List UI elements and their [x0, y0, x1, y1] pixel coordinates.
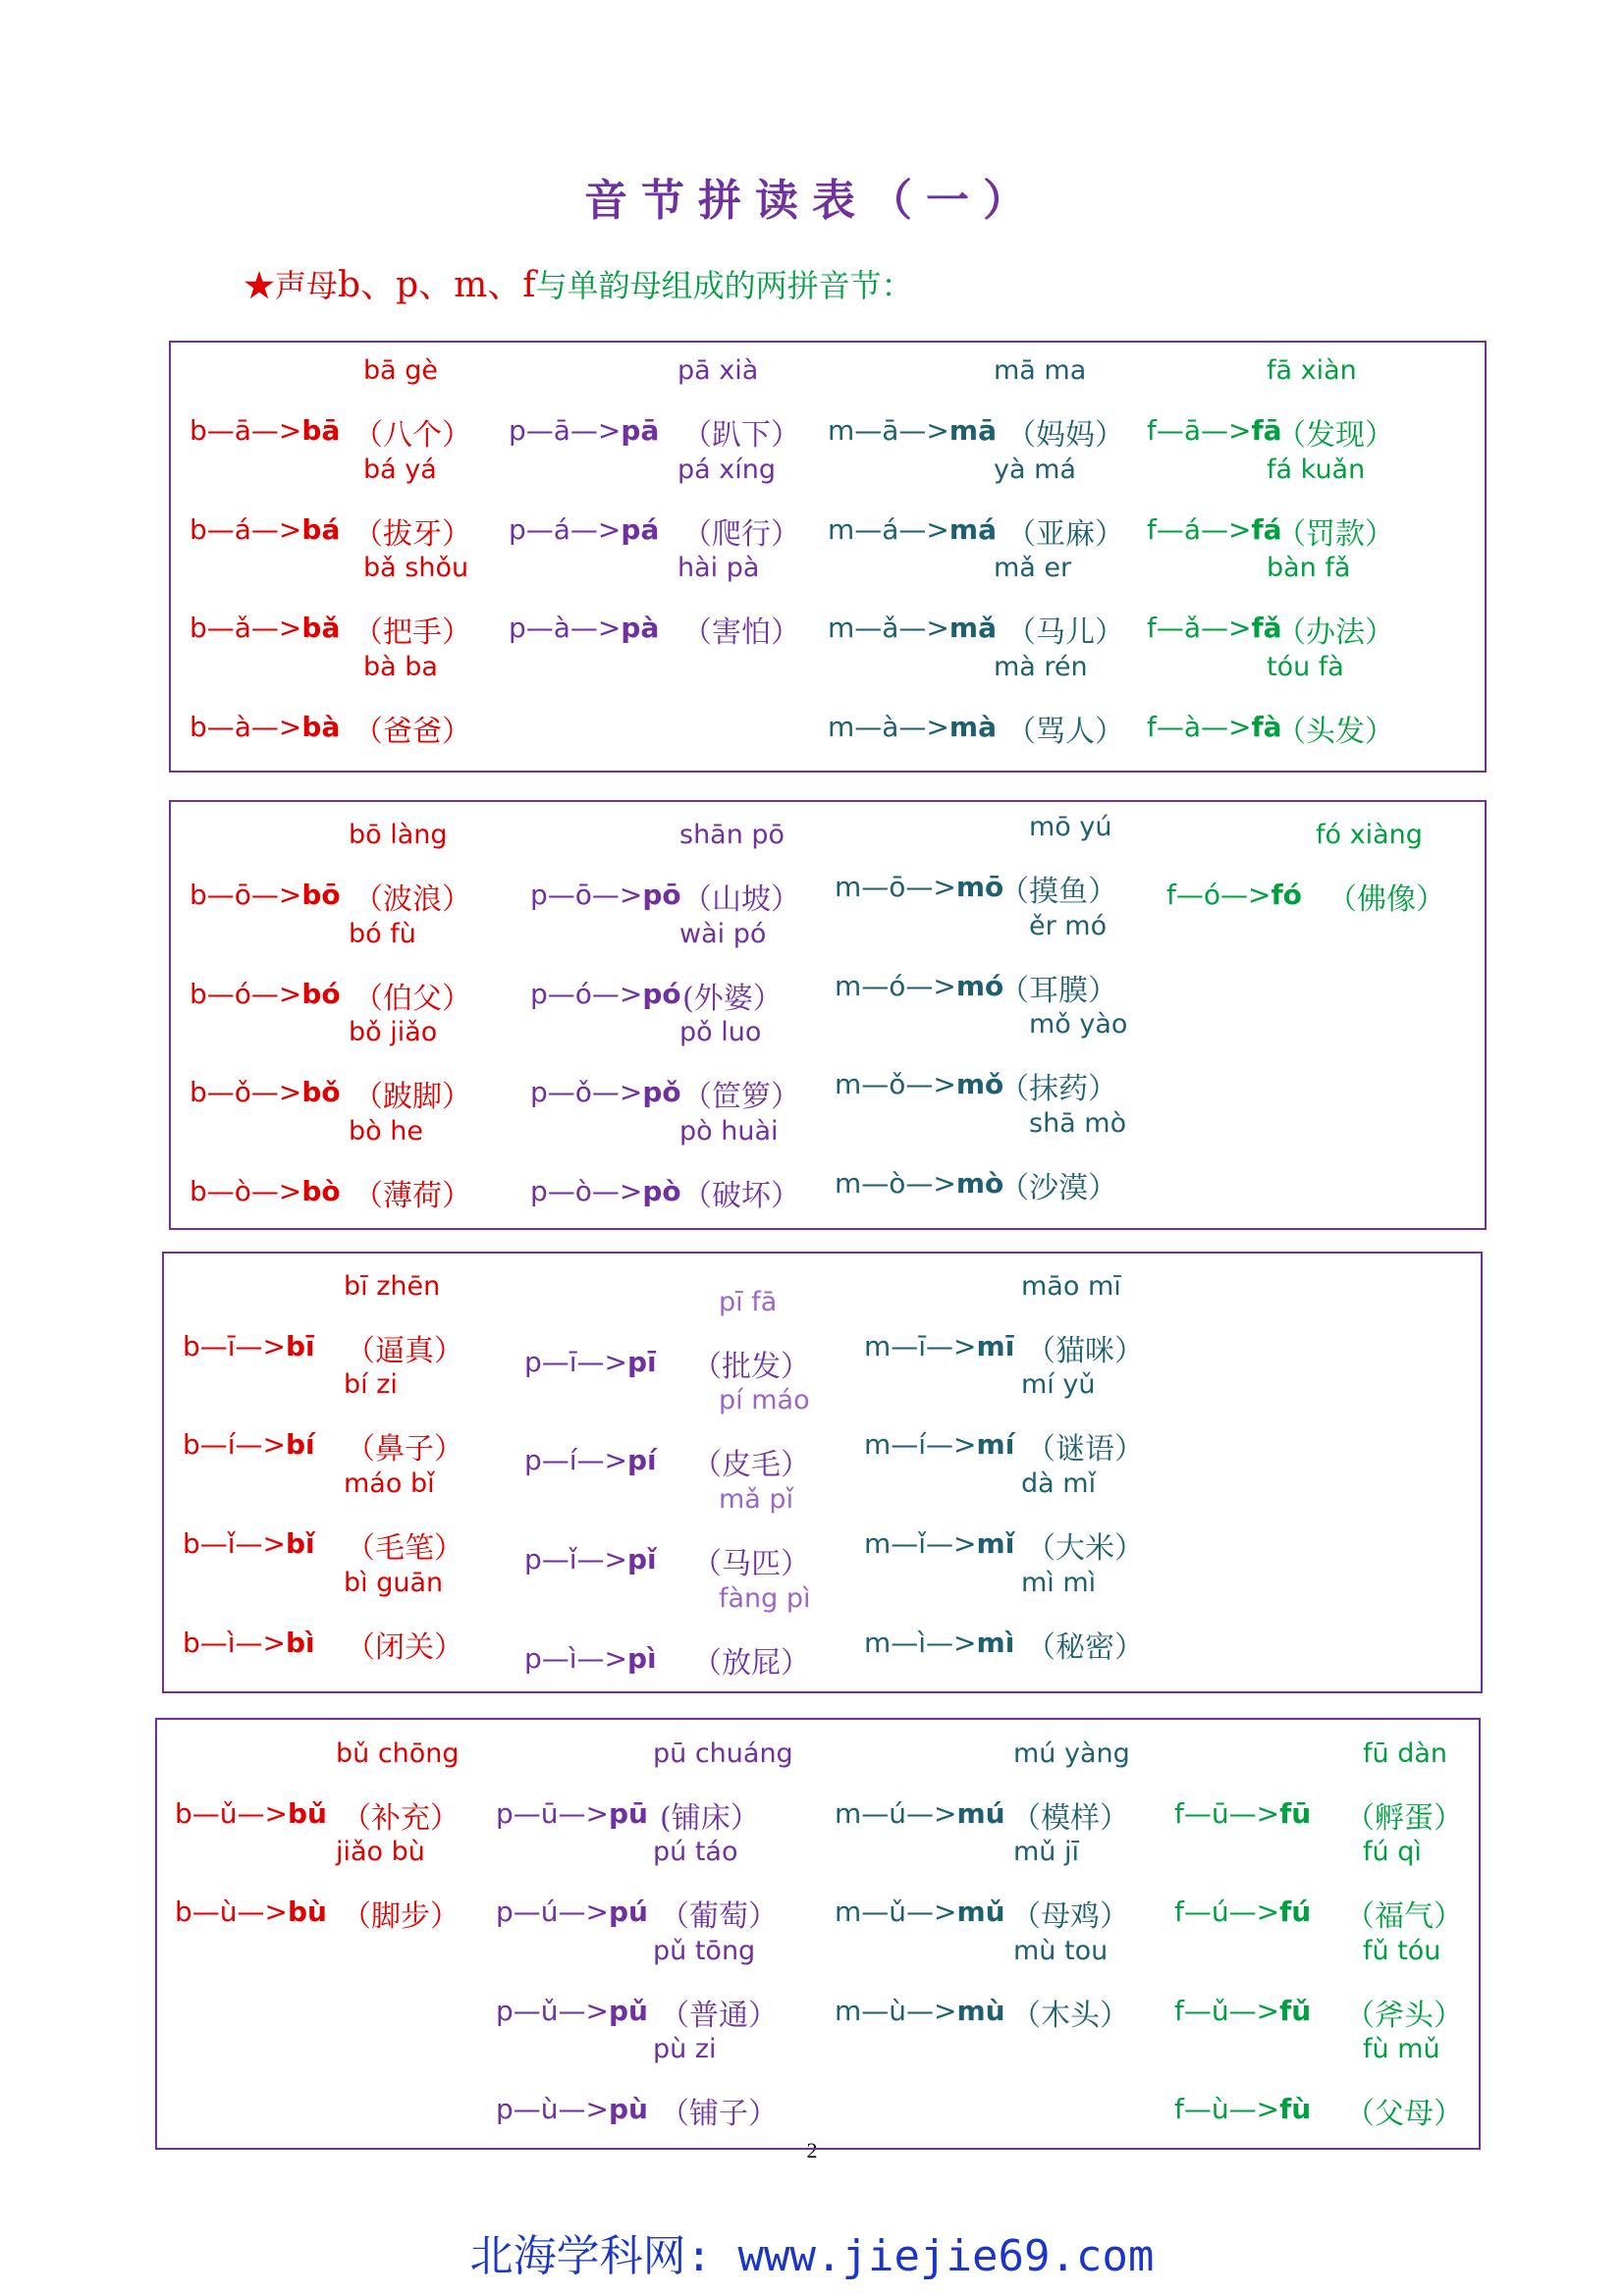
- chinese-word: （大米）: [1026, 1531, 1144, 1566]
- formula-result: mí: [976, 1428, 1015, 1461]
- formula-result: pà: [621, 612, 660, 644]
- formula-result: mù: [956, 1995, 1005, 2027]
- formula-parts: p—ǐ—>: [524, 1543, 628, 1575]
- page-title: 音节拼读表（一）: [584, 176, 1040, 226]
- formula-result: bá: [301, 513, 341, 546]
- formula-parts: f—à—>: [1147, 711, 1252, 743]
- spelling-formula: [1147, 711, 1282, 743]
- chinese-word: （发现）: [1276, 418, 1394, 453]
- chinese-word: （抹药）: [1000, 1072, 1117, 1106]
- chinese-word: （罚款）: [1276, 517, 1394, 552]
- pinyin-word: bì guān: [344, 1568, 444, 1598]
- formula-result: pú: [608, 1896, 648, 1928]
- spelling-formula: [530, 978, 681, 1010]
- chinese-word: （笸箩）: [682, 1080, 800, 1114]
- spelling-formula: [189, 1076, 341, 1108]
- formula-parts: p—ō—>: [530, 879, 643, 911]
- spelling-formula: [835, 871, 1003, 903]
- formula-parts: p—í—>: [524, 1444, 628, 1476]
- formula-parts: m—ǔ—>: [835, 1896, 957, 1928]
- chinese-word: （亚麻）: [1006, 517, 1124, 552]
- spelling-formula: [1147, 414, 1282, 447]
- spelling-formula: [189, 513, 340, 546]
- formula-result: fū: [1279, 1797, 1312, 1830]
- chinese-word: （木头）: [1011, 1999, 1129, 2033]
- chinese-word: （逼真）: [346, 1334, 463, 1368]
- pinyin-word: ěr mó: [1029, 911, 1108, 941]
- pinyin-word: fú qì: [1363, 1837, 1422, 1867]
- formula-parts: m—ó—>: [835, 970, 956, 1002]
- formula-parts: b—ò—>: [189, 1175, 302, 1207]
- pinyin-word: fū dàn: [1363, 1738, 1447, 1769]
- formula-parts: m—ǒ—>: [835, 1068, 956, 1100]
- formula-result: bǐ: [286, 1527, 315, 1560]
- spelling-formula: [835, 1068, 1003, 1100]
- formula-result: mó: [955, 970, 1004, 1002]
- formula-result: pù: [608, 2093, 648, 2125]
- formula-parts: f—ǎ—>: [1147, 612, 1252, 644]
- pinyin-word: pí máo: [719, 1385, 810, 1415]
- spelling-formula: [189, 978, 341, 1010]
- formula-parts: p—ū—>: [496, 1797, 609, 1830]
- chinese-word: （破坏）: [682, 1179, 800, 1213]
- formula-parts: m—á—>: [828, 513, 949, 546]
- formula-result: mà: [948, 711, 997, 743]
- pinyin-word: bá yá: [363, 454, 437, 485]
- pinyin-word: fǔ tóu: [1363, 1936, 1441, 1966]
- formula-result: mā: [948, 414, 997, 447]
- spelling-formula: [864, 1527, 1014, 1560]
- formula-parts: f—ū—>: [1174, 1797, 1280, 1830]
- pinyin-word: bó fù: [349, 919, 416, 949]
- formula-parts: f—ǔ—>: [1174, 1995, 1280, 2027]
- spelling-formula: [509, 513, 659, 546]
- pinyin-word: fàng pì: [719, 1583, 811, 1614]
- formula-parts: f—ā—>: [1147, 414, 1252, 447]
- spelling-formula: [530, 879, 681, 911]
- formula-parts: p—à—>: [509, 612, 622, 644]
- chinese-word: （把手）: [353, 615, 471, 650]
- chinese-word: (铺床）: [660, 1801, 760, 1836]
- formula-result: bǒ: [301, 1076, 341, 1108]
- pinyin-word: fù mǔ: [1363, 2034, 1440, 2064]
- chinese-word: （母鸡）: [1011, 1899, 1129, 1934]
- chinese-word: （猫咪）: [1026, 1334, 1144, 1368]
- spelling-formula: [835, 1167, 1003, 1200]
- pinyin-word: bā gè: [363, 355, 439, 386]
- formula-result: pí: [627, 1444, 657, 1476]
- formula-result: bǎ: [301, 612, 341, 644]
- formula-parts: m—ō—>: [835, 871, 956, 903]
- formula-result: pā: [621, 414, 660, 447]
- chinese-word: （沙漠）: [1000, 1171, 1117, 1205]
- spelling-formula: [496, 1995, 648, 2027]
- spelling-formula: [175, 1896, 327, 1928]
- chinese-word: （闭关）: [346, 1630, 463, 1665]
- formula-result: pǐ: [627, 1543, 657, 1575]
- pinyin-word: mǎ er: [994, 553, 1072, 583]
- chinese-word: （骂人）: [1006, 715, 1124, 749]
- formula-result: pì: [627, 1642, 657, 1675]
- formula-result: pǒ: [642, 1076, 681, 1108]
- pinyin-word: mù tou: [1013, 1936, 1109, 1966]
- chinese-word: （害怕）: [682, 615, 800, 650]
- formula-parts: b—ǔ—>: [175, 1797, 288, 1830]
- chinese-word: （毛笔）: [346, 1531, 463, 1566]
- formula-parts: b—ī—>: [183, 1330, 287, 1362]
- formula-parts: b—ǒ—>: [189, 1076, 302, 1108]
- spelling-formula: [524, 1346, 657, 1378]
- formula-parts: p—á—>: [509, 513, 622, 546]
- pinyin-word: bǎ shǒu: [363, 553, 469, 583]
- spelling-formula: [828, 414, 997, 447]
- pinyin-word: pǔ tōng: [653, 1936, 756, 1966]
- pinyin-word: jiǎo bù: [336, 1837, 425, 1867]
- formula-result: mò: [955, 1167, 1004, 1200]
- formula-result: bì: [286, 1627, 315, 1659]
- formula-parts: f—á—>: [1147, 513, 1252, 546]
- spelling-formula: [1174, 1995, 1311, 2027]
- spelling-formula: [183, 1330, 315, 1362]
- pinyin-word: shā mò: [1029, 1108, 1127, 1139]
- pinyin-word: hài pà: [677, 553, 760, 583]
- chinese-word: （皮毛）: [692, 1448, 810, 1482]
- pinyin-word: pá xíng: [677, 454, 776, 485]
- formula-result: mú: [956, 1797, 1005, 1830]
- formula-parts: m—ù—>: [835, 1995, 957, 2027]
- pinyin-word: bò he: [349, 1116, 423, 1147]
- subtitle: [244, 257, 913, 307]
- spelling-formula: [189, 612, 340, 644]
- spelling-formula: [189, 1175, 341, 1207]
- chinese-word: （马儿）: [1006, 615, 1124, 650]
- spelling-formula: [496, 2093, 648, 2125]
- pinyin-word: pò huài: [679, 1116, 779, 1147]
- spelling-formula: [864, 1627, 1014, 1659]
- pinyin-word: mà rén: [994, 652, 1088, 682]
- pinyin-word: bàn fǎ: [1267, 553, 1351, 583]
- formula-parts: b—ā—>: [189, 414, 302, 447]
- formula-result: fǎ: [1251, 612, 1282, 644]
- pinyin-word: pī fā: [719, 1287, 778, 1317]
- formula-result: fá: [1251, 513, 1282, 546]
- spelling-formula: [509, 414, 659, 447]
- formula-result: pò: [642, 1175, 681, 1207]
- pinyin-word: yà má: [994, 454, 1076, 485]
- chinese-word: （佛像）: [1327, 882, 1445, 917]
- chinese-word: （办法）: [1276, 615, 1394, 650]
- chinese-word: （葡萄）: [660, 1899, 778, 1934]
- spelling-formula: [496, 1797, 648, 1830]
- pinyin-word: pū chuáng: [653, 1738, 793, 1769]
- chinese-word: （福气）: [1345, 1899, 1463, 1934]
- spelling-formula: [864, 1330, 1014, 1362]
- formula-result: fú: [1279, 1896, 1312, 1928]
- formula-result: bí: [286, 1428, 315, 1461]
- formula-parts: b—ǐ—>: [183, 1527, 287, 1560]
- formula-parts: p—ì—>: [524, 1642, 628, 1675]
- formula-result: bǔ: [287, 1797, 327, 1830]
- formula-parts: m—ǎ—>: [828, 612, 949, 644]
- pinyin-word: máo bǐ: [344, 1468, 435, 1499]
- pinyin-word: dà mǐ: [1021, 1468, 1097, 1499]
- spelling-formula: [175, 1797, 327, 1830]
- pinyin-word: bǒ jiǎo: [349, 1017, 438, 1047]
- subtitle-suffix: 与单韵母组成的两拼音节：: [535, 267, 913, 304]
- spelling-formula: [1147, 612, 1282, 644]
- chinese-word: （爸爸）: [353, 715, 471, 749]
- chinese-word: （脚步）: [342, 1899, 460, 1934]
- spelling-formula: [1174, 1797, 1311, 1830]
- formula-result: mǔ: [956, 1896, 1005, 1928]
- pinyin-word: mí yǔ: [1021, 1369, 1096, 1400]
- formula-parts: b—à—>: [189, 711, 302, 743]
- chinese-word: （普通）: [660, 1999, 778, 2033]
- formula-parts: b—ǎ—>: [189, 612, 302, 644]
- spelling-formula: [189, 711, 340, 743]
- formula-parts: m—à—>: [828, 711, 949, 743]
- spelling-formula: [509, 612, 659, 644]
- formula-result: bō: [301, 879, 341, 911]
- spelling-formula: [1166, 879, 1302, 911]
- spelling-formula: [828, 513, 997, 546]
- formula-parts: p—ò—>: [530, 1175, 643, 1207]
- pinyin-word: mú yàng: [1013, 1738, 1130, 1769]
- chinese-word: （马匹）: [692, 1547, 810, 1581]
- spelling-formula: [1174, 1896, 1311, 1928]
- formula-parts: p—ǒ—>: [530, 1076, 643, 1108]
- spelling-formula: [1147, 513, 1282, 546]
- chinese-word: （鼻子）: [346, 1432, 463, 1467]
- formula-parts: b—ù—>: [175, 1896, 288, 1928]
- spelling-formula: [524, 1444, 657, 1476]
- formula-parts: m—ǐ—>: [864, 1527, 977, 1560]
- formula-parts: f—ù—>: [1174, 2093, 1280, 2125]
- formula-result: pó: [642, 978, 681, 1010]
- pinyin-word: wài pó: [679, 919, 767, 949]
- chinese-word: （耳膜）: [1000, 974, 1117, 1008]
- formula-parts: p—ú—>: [496, 1896, 609, 1928]
- formula-parts: p—ǔ—>: [496, 1995, 609, 2027]
- formula-parts: p—ī—>: [524, 1346, 628, 1378]
- chinese-word: （跛脚）: [353, 1080, 471, 1114]
- formula-result: fó: [1271, 879, 1302, 911]
- chinese-word: （波浪）: [353, 882, 471, 917]
- chinese-word: （趴下）: [682, 418, 800, 453]
- formula-result: bā: [301, 414, 341, 447]
- formula-result: mǎ: [948, 612, 997, 644]
- spelling-formula: [864, 1428, 1014, 1461]
- spelling-formula: [835, 1797, 1005, 1830]
- spelling-formula: [189, 414, 340, 447]
- formula-parts: p—ó—>: [530, 978, 643, 1010]
- pinyin-word: māo mī: [1021, 1271, 1121, 1302]
- spelling-formula: [496, 1896, 648, 1928]
- spelling-formula: [828, 612, 997, 644]
- formula-parts: p—ù—>: [496, 2093, 609, 2125]
- chinese-word: （八个）: [353, 418, 471, 453]
- spelling-formula: [828, 711, 997, 743]
- formula-parts: m—ì—>: [864, 1627, 977, 1659]
- subtitle-letters: b、p、m、f: [338, 265, 536, 305]
- star-icon: ★: [244, 267, 276, 304]
- chinese-word: （父母）: [1345, 2097, 1463, 2131]
- formula-parts: m—ú—>: [835, 1797, 957, 1830]
- chinese-word: （妈妈）: [1006, 418, 1124, 453]
- formula-result: pá: [621, 513, 660, 546]
- pinyin-word: mǎ pǐ: [719, 1484, 794, 1515]
- formula-result: mō: [955, 871, 1004, 903]
- formula-parts: f—ó—>: [1166, 879, 1272, 911]
- pinyin-word: pā xià: [677, 355, 759, 386]
- formula-result: bù: [287, 1896, 327, 1928]
- formula-parts: p—ā—>: [509, 414, 622, 447]
- formula-result: mī: [976, 1330, 1015, 1362]
- pinyin-word: bà ba: [363, 652, 438, 682]
- footer-website[interactable]: 北海学科网: www.jiejie69.com: [469, 2231, 1155, 2281]
- formula-parts: b—á—>: [189, 513, 302, 546]
- formula-parts: b—ì—>: [183, 1627, 287, 1659]
- formula-result: bó: [301, 978, 341, 1010]
- spelling-formula: [530, 1175, 681, 1207]
- formula-result: bà: [301, 711, 341, 743]
- pinyin-word: pù zi: [653, 2034, 717, 2064]
- spelling-formula: [524, 1543, 657, 1575]
- pinyin-word: bī zhēn: [344, 1271, 441, 1302]
- pinyin-word: fó xiàng: [1316, 820, 1423, 850]
- formula-result: pū: [608, 1797, 648, 1830]
- formula-result: mì: [976, 1627, 1015, 1659]
- formula-result: pǔ: [608, 1995, 648, 2027]
- spelling-formula: [1174, 2093, 1311, 2125]
- formula-parts: b—ó—>: [189, 978, 302, 1010]
- chinese-word: (外婆）: [682, 982, 783, 1016]
- chinese-word: （秘密）: [1026, 1630, 1144, 1665]
- formula-parts: m—ò—>: [835, 1167, 956, 1200]
- chinese-word: （斧头）: [1345, 1999, 1463, 2033]
- pinyin-word: bō làng: [349, 820, 448, 850]
- formula-parts: f—ú—>: [1174, 1896, 1280, 1928]
- chinese-word: （模样）: [1011, 1801, 1129, 1836]
- formula-result: fǔ: [1279, 1995, 1312, 2027]
- pinyin-word: mǒ yào: [1029, 1009, 1128, 1040]
- chinese-word: （爬行）: [682, 517, 800, 552]
- chinese-word: （批发）: [692, 1350, 810, 1384]
- formula-parts: m—ā—>: [828, 414, 949, 447]
- pinyin-word: bí zi: [344, 1369, 398, 1400]
- formula-parts: b—í—>: [183, 1428, 287, 1461]
- pinyin-word: tóu fà: [1267, 652, 1344, 682]
- formula-result: pō: [642, 879, 681, 911]
- pinyin-word: pú táo: [653, 1837, 738, 1867]
- chinese-word: （铺子）: [660, 2097, 778, 2131]
- spelling-formula: [183, 1428, 315, 1461]
- pinyin-word: pǒ luo: [679, 1017, 762, 1047]
- chinese-word: （拔牙）: [353, 517, 471, 552]
- formula-parts: m—ī—>: [864, 1330, 977, 1362]
- chinese-word: （孵蛋）: [1345, 1801, 1463, 1836]
- pinyin-word: mō yú: [1029, 812, 1112, 842]
- pinyin-word: fā xiàn: [1267, 355, 1357, 386]
- formula-result: má: [948, 513, 997, 546]
- pinyin-word: mā ma: [994, 355, 1087, 386]
- chinese-word: （放屁）: [692, 1646, 810, 1681]
- formula-result: fà: [1251, 711, 1282, 743]
- formula-result: bī: [286, 1330, 315, 1362]
- chinese-word: （补充）: [342, 1801, 460, 1836]
- spelling-formula: [835, 1896, 1005, 1928]
- chinese-word: （头发）: [1276, 715, 1394, 749]
- chinese-word: （薄荷）: [353, 1179, 471, 1213]
- spelling-formula: [835, 970, 1003, 1002]
- formula-result: bò: [301, 1175, 341, 1207]
- spelling-formula: [189, 879, 341, 911]
- formula-result: pī: [627, 1346, 657, 1378]
- formula-result: mǐ: [976, 1527, 1015, 1560]
- chinese-word: （摸鱼）: [1000, 875, 1117, 909]
- chinese-word: （谜语）: [1026, 1432, 1144, 1467]
- spelling-formula: [183, 1527, 315, 1560]
- spelling-formula: [530, 1076, 681, 1108]
- formula-result: mǒ: [955, 1068, 1004, 1100]
- formula-parts: b—ō—>: [189, 879, 302, 911]
- spelling-formula: [524, 1642, 657, 1675]
- formula-parts: m—í—>: [864, 1428, 977, 1461]
- chinese-word: （山坡）: [682, 882, 800, 917]
- chinese-word: （伯父）: [353, 982, 471, 1016]
- spelling-formula: [835, 1995, 1005, 2027]
- page-number: 2: [806, 2138, 818, 2163]
- pinyin-word: bǔ chōng: [336, 1738, 460, 1769]
- formula-result: fù: [1279, 2093, 1312, 2125]
- pinyin-word: mǔ jī: [1013, 1837, 1079, 1867]
- pinyin-word: shān pō: [679, 820, 785, 850]
- pinyin-word: mì mì: [1021, 1568, 1097, 1598]
- spelling-formula: [183, 1627, 315, 1659]
- formula-result: fā: [1251, 414, 1282, 447]
- pinyin-word: fá kuǎn: [1267, 454, 1366, 485]
- subtitle-prefix: 声母: [275, 267, 339, 304]
